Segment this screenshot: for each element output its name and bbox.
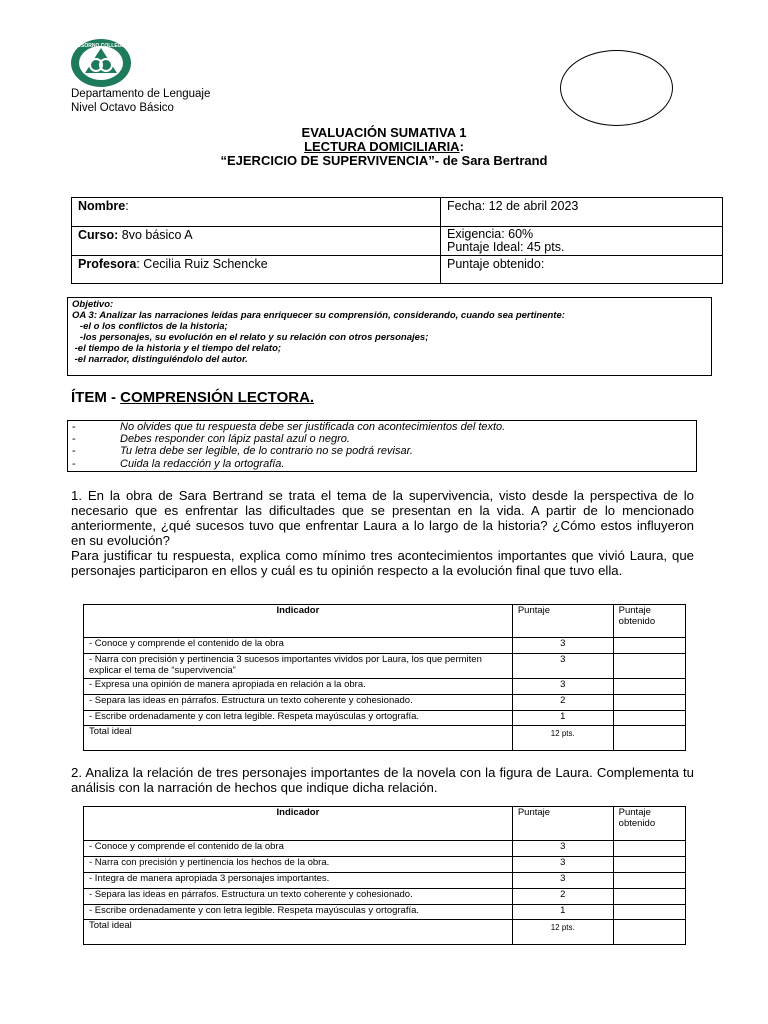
question-1-instructions: Para justificar tu respuesta, explica como mínimo tres acontecimientos importantes que vivió Laura, que personajes participaron en ellos y cuál es tu opinión respecto a la evolución final que tuvo ella. — [71, 548, 694, 578]
title-evaluation: EVALUACIÓN SUMATIVA 1 — [301, 125, 467, 140]
table-row: - Separa las ideas en párrafos. Estructura un texto coherente y cohesionado. 2 — [84, 695, 686, 711]
header-score: Puntaje — [512, 605, 613, 638]
score-input-cell[interactable] — [613, 841, 685, 857]
total-row: Total ideal 12 pts. — [84, 920, 686, 945]
score-input-cell[interactable] — [613, 654, 685, 679]
objective-title: Objetivo: — [72, 299, 114, 310]
score-input-cell[interactable] — [613, 679, 685, 695]
title-book: “EJERCICIO DE SUPERVIVENCIA”- de Sara Bertrand — [220, 153, 548, 168]
table-row: - Narra con precisión y pertinencia 3 sucesos importantes vividos por Laura, los que permiten explicar el tema de “supervivencia” 3 — [84, 654, 686, 679]
name-cell[interactable]: Nombre: — [72, 198, 441, 227]
table-row: - Narra con precisión y pertinencia los hechos de la obra. 3 — [84, 857, 686, 873]
header-indicator: Indicador — [84, 807, 513, 841]
document-titles — [0, 126, 768, 168]
item-heading: ÍTEM - COMPRENSIÓN LECTORA. — [71, 389, 315, 406]
header-indicator: Indicador — [84, 605, 513, 638]
table-row: - Escribe ordenadamente y con letra legible. Respeta mayúsculas y ortografía. 1 — [84, 905, 686, 920]
table-row: - Escribe ordenadamente y con letra legible. Respeta mayúsculas y ortografía. 1 — [84, 711, 686, 726]
instruction-item: - Tu letra debe ser legible, de lo contrario no se podrá revisar. — [72, 445, 413, 458]
grade-oval — [560, 50, 673, 126]
department-name: Departamento de Lenguaje — [71, 88, 211, 100]
total-row: Total ideal 12 pts. — [84, 726, 686, 751]
header-score: Puntaje — [512, 807, 613, 841]
instruction-item: - No olvides que tu respuesta debe ser justificada con acontecimientos del texto. — [72, 421, 506, 433]
svg-text:OSORNO COLLEGE: OSORNO COLLEGE — [77, 43, 125, 49]
requirement-cell: Exigencia: 60% Puntaje Ideal: 45 pts. — [441, 227, 723, 256]
score-input-cell[interactable] — [613, 889, 685, 905]
score-input-cell[interactable] — [613, 857, 685, 873]
total-input-cell[interactable] — [613, 726, 685, 751]
school-logo — [70, 38, 132, 88]
question-1: 1. En la obra de Sara Bertrand se trata el tema de la supervivencia, visto desde la perspectiva de lo necesario que es enfrentar las dificultades que se presentan en la vida. A partir de lo mencionado anteriormente, ¿qué sucesos tuvo que enfrentar Laura a lo largo de la historia? ¿Cómo estos influyeron en su evolución? — [71, 488, 694, 548]
level-name: Nivel Octavo Básico — [71, 101, 174, 114]
score-input-cell[interactable] — [613, 711, 685, 726]
instruction-item: - Cuida la redacción y la ortografía. — [72, 457, 285, 470]
header-obtained: Puntaje obtenido — [613, 605, 685, 638]
title-reading: LECTURA DOMICILIARIA: — [304, 139, 464, 154]
header-obtained: Puntaje obtenido — [613, 807, 685, 841]
question-2: 2. Analiza la relación de tres personajes importantes de la novela con la figura de Laura. Complementa tu análisis con la narración de hechos que indique dicha relación. — [71, 765, 694, 795]
instruction-item: - Debes responder con lápiz pastal azul o negro. — [72, 433, 350, 446]
department-info — [71, 88, 210, 115]
table-row: - Integra de manera apropiada 3 personajes importantes. 3 — [84, 873, 686, 889]
table-row: - Conoce y comprende el contenido de la obra 3 — [84, 638, 686, 654]
score-obtained-cell[interactable]: Puntaje obtenido: — [441, 256, 723, 284]
score-input-cell[interactable] — [613, 695, 685, 711]
rubric-table-2 — [83, 806, 686, 945]
score-input-cell[interactable] — [613, 873, 685, 889]
objective-box: Objetivo: OA 3: Analizar las narraciones leídas para enriquecer su comprensión, considerando, cuando sea pertinente: -el o los conflictos de la historia; -los personajes, su evolución en el relato y su relación con otros personajes; -el tiempo de la historia y el tiempo del relato; -el narrador, distinguiéndolo del autor. — [67, 297, 712, 376]
teacher-cell: Profesora: Cecilia Ruiz Schencke — [72, 256, 441, 284]
score-input-cell[interactable] — [613, 638, 685, 654]
rubric-table-1 — [83, 604, 686, 751]
score-input-cell[interactable] — [613, 905, 685, 920]
table-row: - Separa las ideas en párrafos. Estructura un texto coherente y cohesionado. 2 — [84, 889, 686, 905]
table-row: - Conoce y comprende el contenido de la obra 3 — [84, 841, 686, 857]
total-input-cell[interactable] — [613, 920, 685, 945]
instructions-box — [67, 420, 697, 472]
date-cell: Fecha: 12 de abril 2023 — [441, 198, 723, 227]
table-row: - Expresa una opinión de manera apropiada en relación a la obra. 3 — [84, 679, 686, 695]
student-info-table — [71, 197, 723, 284]
course-cell: Curso: 8vo básico A — [72, 227, 441, 256]
